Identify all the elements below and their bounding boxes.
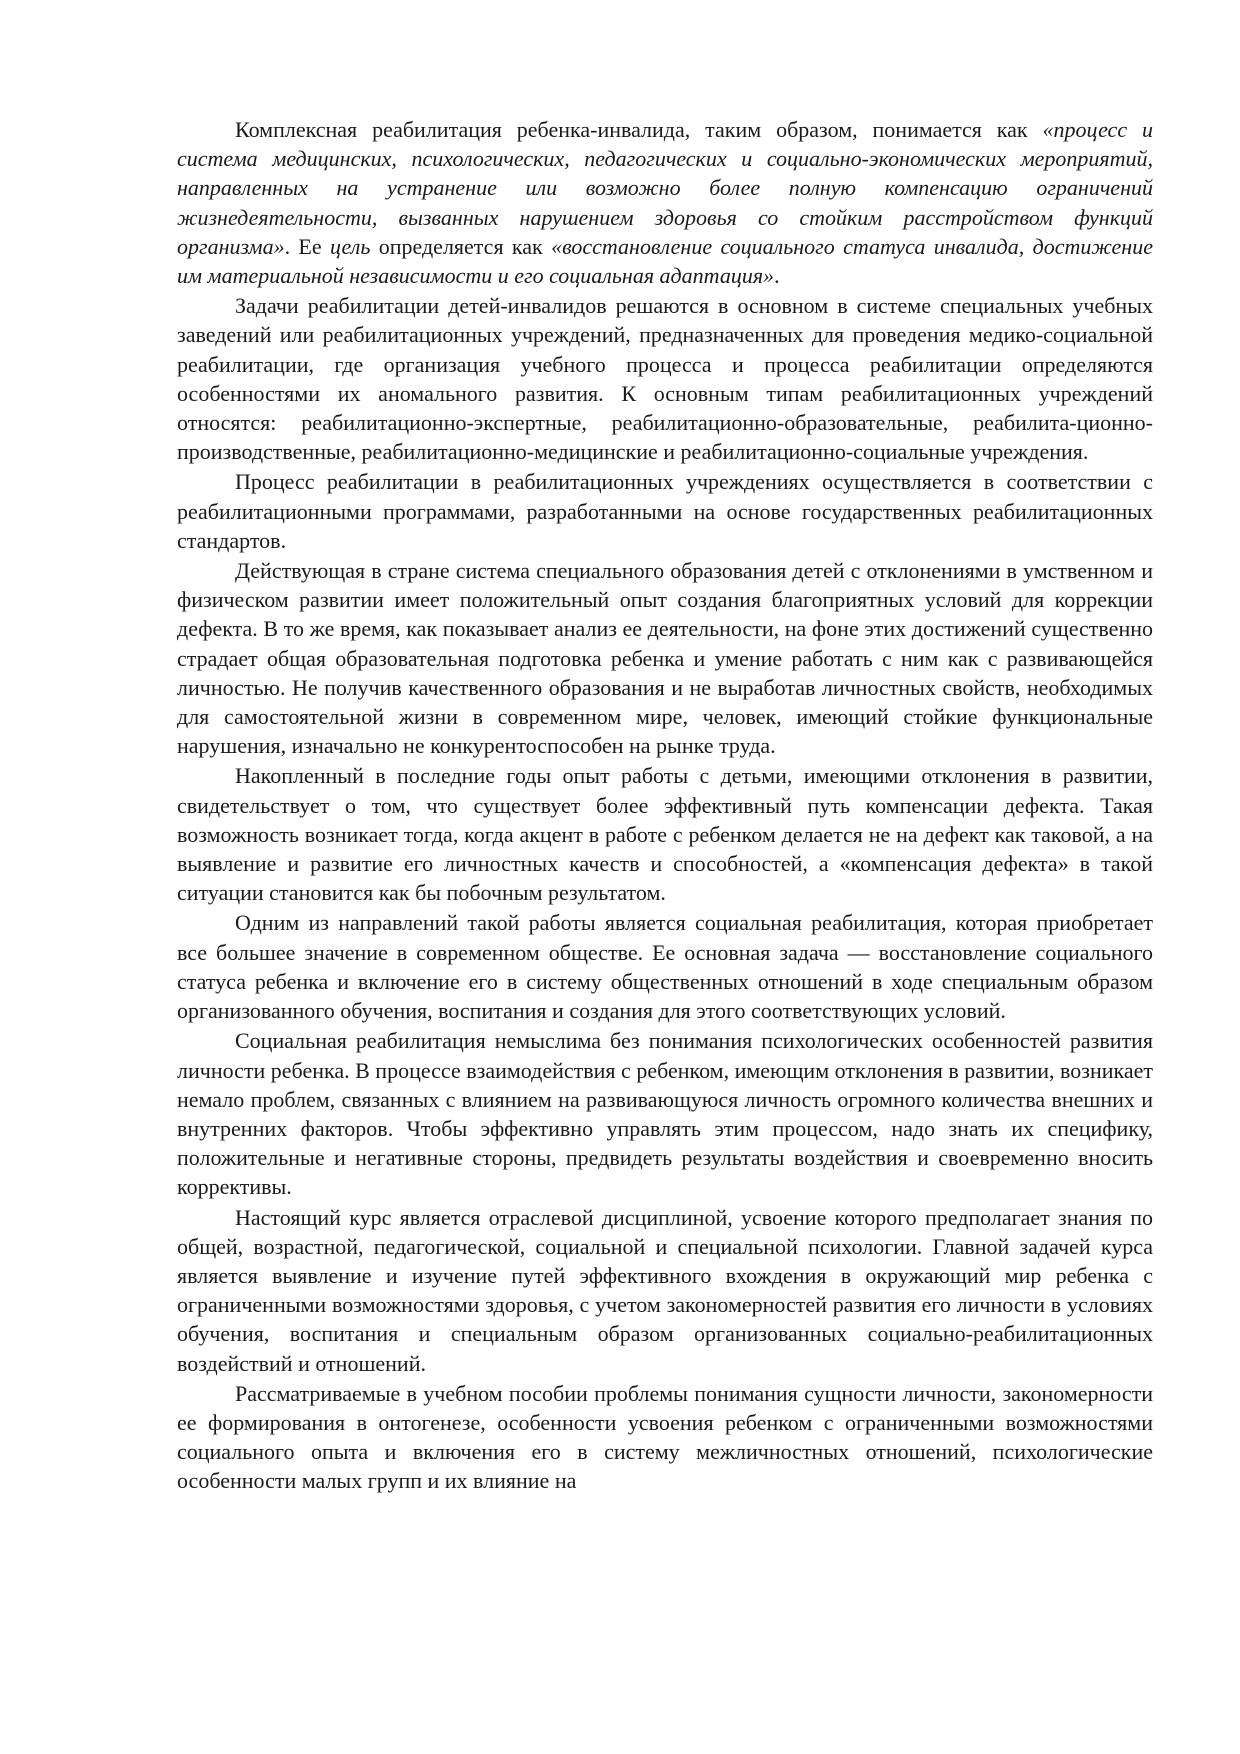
text-segment: определяется как [370,233,552,259]
text-segment: Комплексная реабилитация ребенка-инвалида, таким образом, понимается как [235,117,1043,142]
text-segment: Одним из направлений такой работы является социальная реабилитация, которая приобретает все большее значение в современном обществе. Ее основная задача — восстановление социального статуса ребенка и включение его в систему общественных отношений в ходе специальным образом организованного обучения, воспитания и создания для этого соответствующих условий. [177,910,1153,1024]
text-segment: Задачи реабилитации детей-инвалидов решаются в основном в системе специальных учебных заведений или реабилитационных учреждений, предназначенных для проведения медико-социальной реабилитации, где организация учебного процесса и процесса реабилитации определяются особенностями их аномального развития. К основным типам реабилитационных учреждений относятся: реабилитационно-экспертные, реабилитационно-образовательные, реабилита-ционно-производственные, реабилитационно-медицинские и реабилитационно-социальные учреждения. [177,293,1153,465]
paragraph [177,1379,1153,1496]
italic-text: «восстановление социального статуса инвалида, достижение им материальной независимости и его социальная адаптация» [177,233,1153,289]
paragraph [177,556,1153,760]
paragraph [177,1026,1153,1201]
paragraph [177,761,1153,907]
text-segment: Настоящий курс является отраслевой дисциплиной, усвоение которого предполагает знания по общей, возрастной, педагогической, социальной и специальной психологии. Главной задачей курса является выявление и изучение путей эффективного вхождения в окружающий мир ребенка с ограниченными возможностями здоровья, с учетом закономерностей развития его личности в условиях обучения, воспитания и специальным образом организованных социально-реабилитационных воздействий и отношений. [177,1204,1153,1376]
paragraph [177,291,1153,466]
document-body [177,115,1153,1496]
text-segment: Действующая в стране система специального образования детей с отклонениями в умственном и физическом развитии имеет положительный опыт создания благоприятных условий для коррекции дефекта. В то же время, как показывает анализ ее деятельности, на фоне этих достижений существенно страдает общая образовательная подготовка ребенка и умение работать с ним как с развивающейся личностью. Не получив качественного образования и не выработав личностных свойств, необходимых для самостоятельной жизни в современном мире, человек, имеющий стойкие функциональные нарушения, изначально не конкурентоспособен на рынке труда. [177,558,1153,759]
text-segment: Социальная реабилитация немыслима без понимания психологических особенностей развития личности ребенка. В процессе взаимодействия с ребенком, имеющим отклонения в развитии, возникает немало проблем, связанных с влиянием на развивающуюся личность огромного количества внешних и внутренних факторов. Чтобы эффективно управлять этим процессом, надо знать их специфику, положительные и негативные стороны, предвидеть результаты воздействия и своевременно вносить коррективы. [177,1028,1153,1200]
text-segment: Накопленный в последние годы опыт работы с детьми, имеющими отклонения в развитии, свидетельствует о том, что существует более эффективный путь компенсации дефекта. Такая возможность возникает тогда, когда акцент в работе с ребенком делается не на дефект как таковой, а на выявление и развитие его личностных качеств и способностей, а «компенсация дефекта» в такой ситуации становится как бы побочным результатом. [177,763,1153,906]
paragraph [177,467,1153,555]
text-segment: Процесс реабилитации в реабилитационных учреждениях осуществляется в соответствии с реабилитационными программами, разработанными на основе государственных реабилитационных стандартов. [177,469,1153,553]
text-segment: . [774,263,780,289]
text-segment: . Ее [284,233,330,259]
italic-text: цель [330,233,371,259]
paragraph [177,115,1153,290]
italic-text: «процесс и система медицинских, психологических, педагогических и социально-экономических мероприятий, направленных на устранение или возможно более полную компенсацию ограничений жизнедеятельности, вызванных нарушением здоровья со стойким расстройством функций организма» [177,117,1153,259]
paragraph [177,1203,1153,1378]
text-segment: Рассматриваемые в учебном пособии проблемы понимания сущности личности, закономерности ее формирования в онтогенезе, особенности усвоения ребенком с ограниченными возможностями социального опыта и включения его в систему межличностных отношений, психологические особенности малых групп и их влияние на [177,1380,1153,1494]
paragraph [177,908,1153,1025]
